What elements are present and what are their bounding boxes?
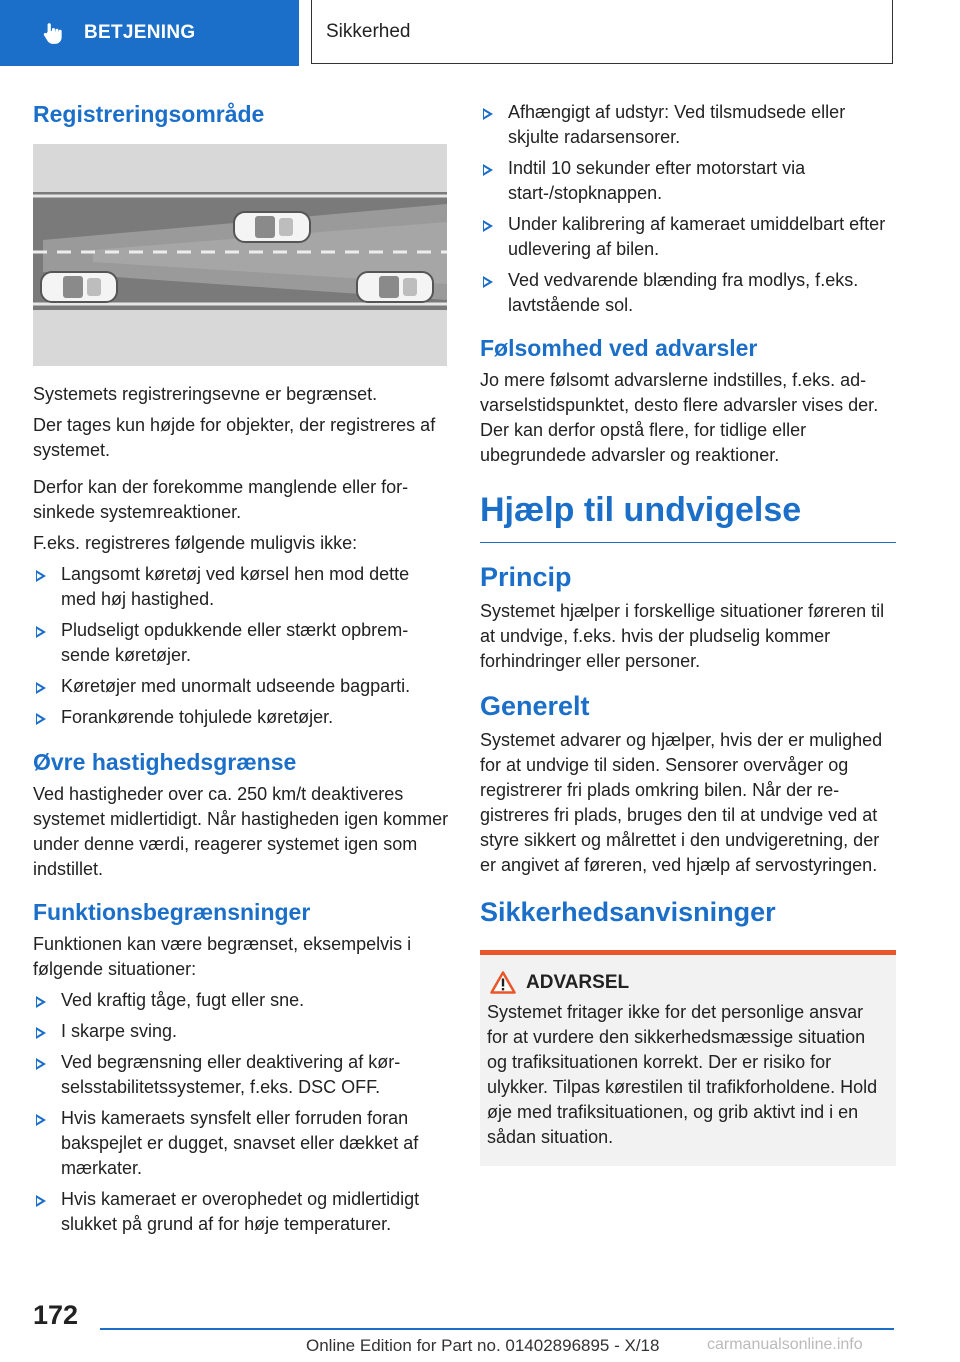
footer-edition: Online Edition for Part no. 01402896895 - X/18 — [306, 1336, 660, 1355]
list-item: Ved kraftig tåge, fugt eller sne. — [33, 988, 449, 1013]
chapter-title: Sikkerhed — [326, 20, 411, 42]
chapter-header — [311, 0, 893, 64]
car-front-icon — [234, 212, 310, 242]
list-item: Pludseligt opdukkende eller stærkt opbremsende køretøjer. — [33, 618, 449, 668]
heading-principle: Princip — [480, 562, 572, 592]
paragraph: Systemet advarer og hjælper, hvis der er mulighed for at undvige til siden. Sensorer overvåger og registrerer fri plads omkring bilen. Når der registreres fri plads, bruges den til at undvige ved at styre sikkert og målrettet i den undvigeretning, der er angivet af føreren, ved hjælp af servostyringen. — [480, 730, 883, 875]
warning-header — [487, 971, 888, 994]
paragraph: Ved hastigheder over ca. 250 km/t deaktiveres systemet midlertidigt. Når hastigheden igen kommer under denne værdi, reagerer systemet igen som indstillet. — [33, 784, 449, 879]
heading-safety-instructions: Sikkerhedsanvisninger — [480, 897, 776, 927]
warning-triangle-icon — [490, 971, 516, 994]
paragraph: Systemets registreringsevne er begrænset. — [33, 384, 378, 404]
car-own-icon — [41, 272, 117, 302]
list-item: Forankørende tohjulede køretøjer. — [33, 705, 449, 730]
list-item: Langsomt køretøj ved kørsel hen mod dette med høj hastighed. — [33, 562, 449, 612]
footer-divider — [100, 1328, 894, 1330]
list-item: Hvis kameraet er overophedet og midlertidigt slukket på grund af for høje temperaturer. — [33, 1187, 449, 1237]
paragraph: Systemet hjælper i forskellige situationer føreren til at undvige, f.eks. hvis der pludselig kommer forhindringer eller personer. — [480, 601, 885, 671]
heading-evasion-assistant: Hjælp til undvigelse — [480, 488, 896, 543]
list-item: Ved vedvarende blænding fra modlys, f.eks. lavtstående sol. — [480, 268, 896, 318]
list-item: Ved begrænsning eller deaktivering af kørselsstabilitetssystemer, f.eks. DSC OFF. — [33, 1050, 449, 1100]
warning-text: Systemet fritager ikke for det personlige ansvar for at vurdere den sikkerhedsmæssige situation og trafiksituationen korrekt. Der er risiko for ulykker. Tilpas kørestilen til trafikforholdene. Hold øje med trafiksituationen, og grib aktivt ind i en sådan situation. — [487, 1002, 878, 1147]
warning-title: ADVARSEL — [526, 971, 630, 993]
detection-range-illustration — [33, 144, 447, 366]
list-item: Indtil 10 sekunder efter motorstart via start-/stopknappen. — [480, 156, 896, 206]
section-tab-label: BETJENING — [84, 22, 196, 43]
paragraph: Jo mere følsomt advarslerne indstilles, f.eks. advarselstidspunktet, desto flere advarsler vises der. Der kan derfor opstå flere, for tidlige eller ubegrundede advarsler og reaktioner. — [480, 370, 879, 465]
warning-box — [480, 950, 896, 1166]
list-item: Hvis kameraets synsfelt eller forruden foran bakspejlet er dugget, snavset eller dækket af mærkater. — [33, 1106, 449, 1181]
heading-warning-sensitivity: Følsomhed ved advarsler — [480, 335, 758, 361]
list-item: I skarpe sving. — [33, 1019, 449, 1044]
bullet-list-limits — [33, 988, 449, 1237]
car-ahead-icon — [357, 272, 433, 302]
hand-pointer-icon — [40, 20, 66, 46]
heading-function-limits: Funktionsbegrænsninger — [33, 899, 311, 925]
right-column — [480, 100, 896, 1166]
bullet-list-not-detected — [33, 562, 449, 730]
page-number: 172 — [33, 1300, 79, 1330]
list-item: Køretøjer med unormalt udseende bagparti. — [33, 674, 449, 699]
section-tab — [0, 0, 299, 66]
paragraph: Der tages kun højde for objekter, der registreres af systemet. — [33, 415, 436, 460]
list-item: Afhængigt af udstyr: Ved tilsmudsede eller skjulte radarsensorer. — [480, 100, 896, 150]
bullet-list-limits-continued — [480, 100, 896, 318]
paragraph: F.eks. registreres følgende muligvis ikke: — [33, 533, 358, 553]
list-item: Under kalibrering af kameraet umiddelbart efter udlevering af bilen. — [480, 212, 896, 262]
paragraph: Derfor kan der forekomme manglende eller forsinkede systemreaktioner. — [33, 477, 409, 522]
paragraph: Funktionen kan være begrænset, eksempelvis i følgende situationer: — [33, 934, 412, 979]
heading-general: Generelt — [480, 691, 590, 721]
heading-detection-range: Registreringsområde — [33, 101, 265, 127]
watermark: carmanualsonline.info — [707, 1336, 863, 1353]
left-column — [33, 100, 449, 1245]
heading-upper-speed-limit: Øvre hastighedsgrænse — [33, 749, 297, 775]
